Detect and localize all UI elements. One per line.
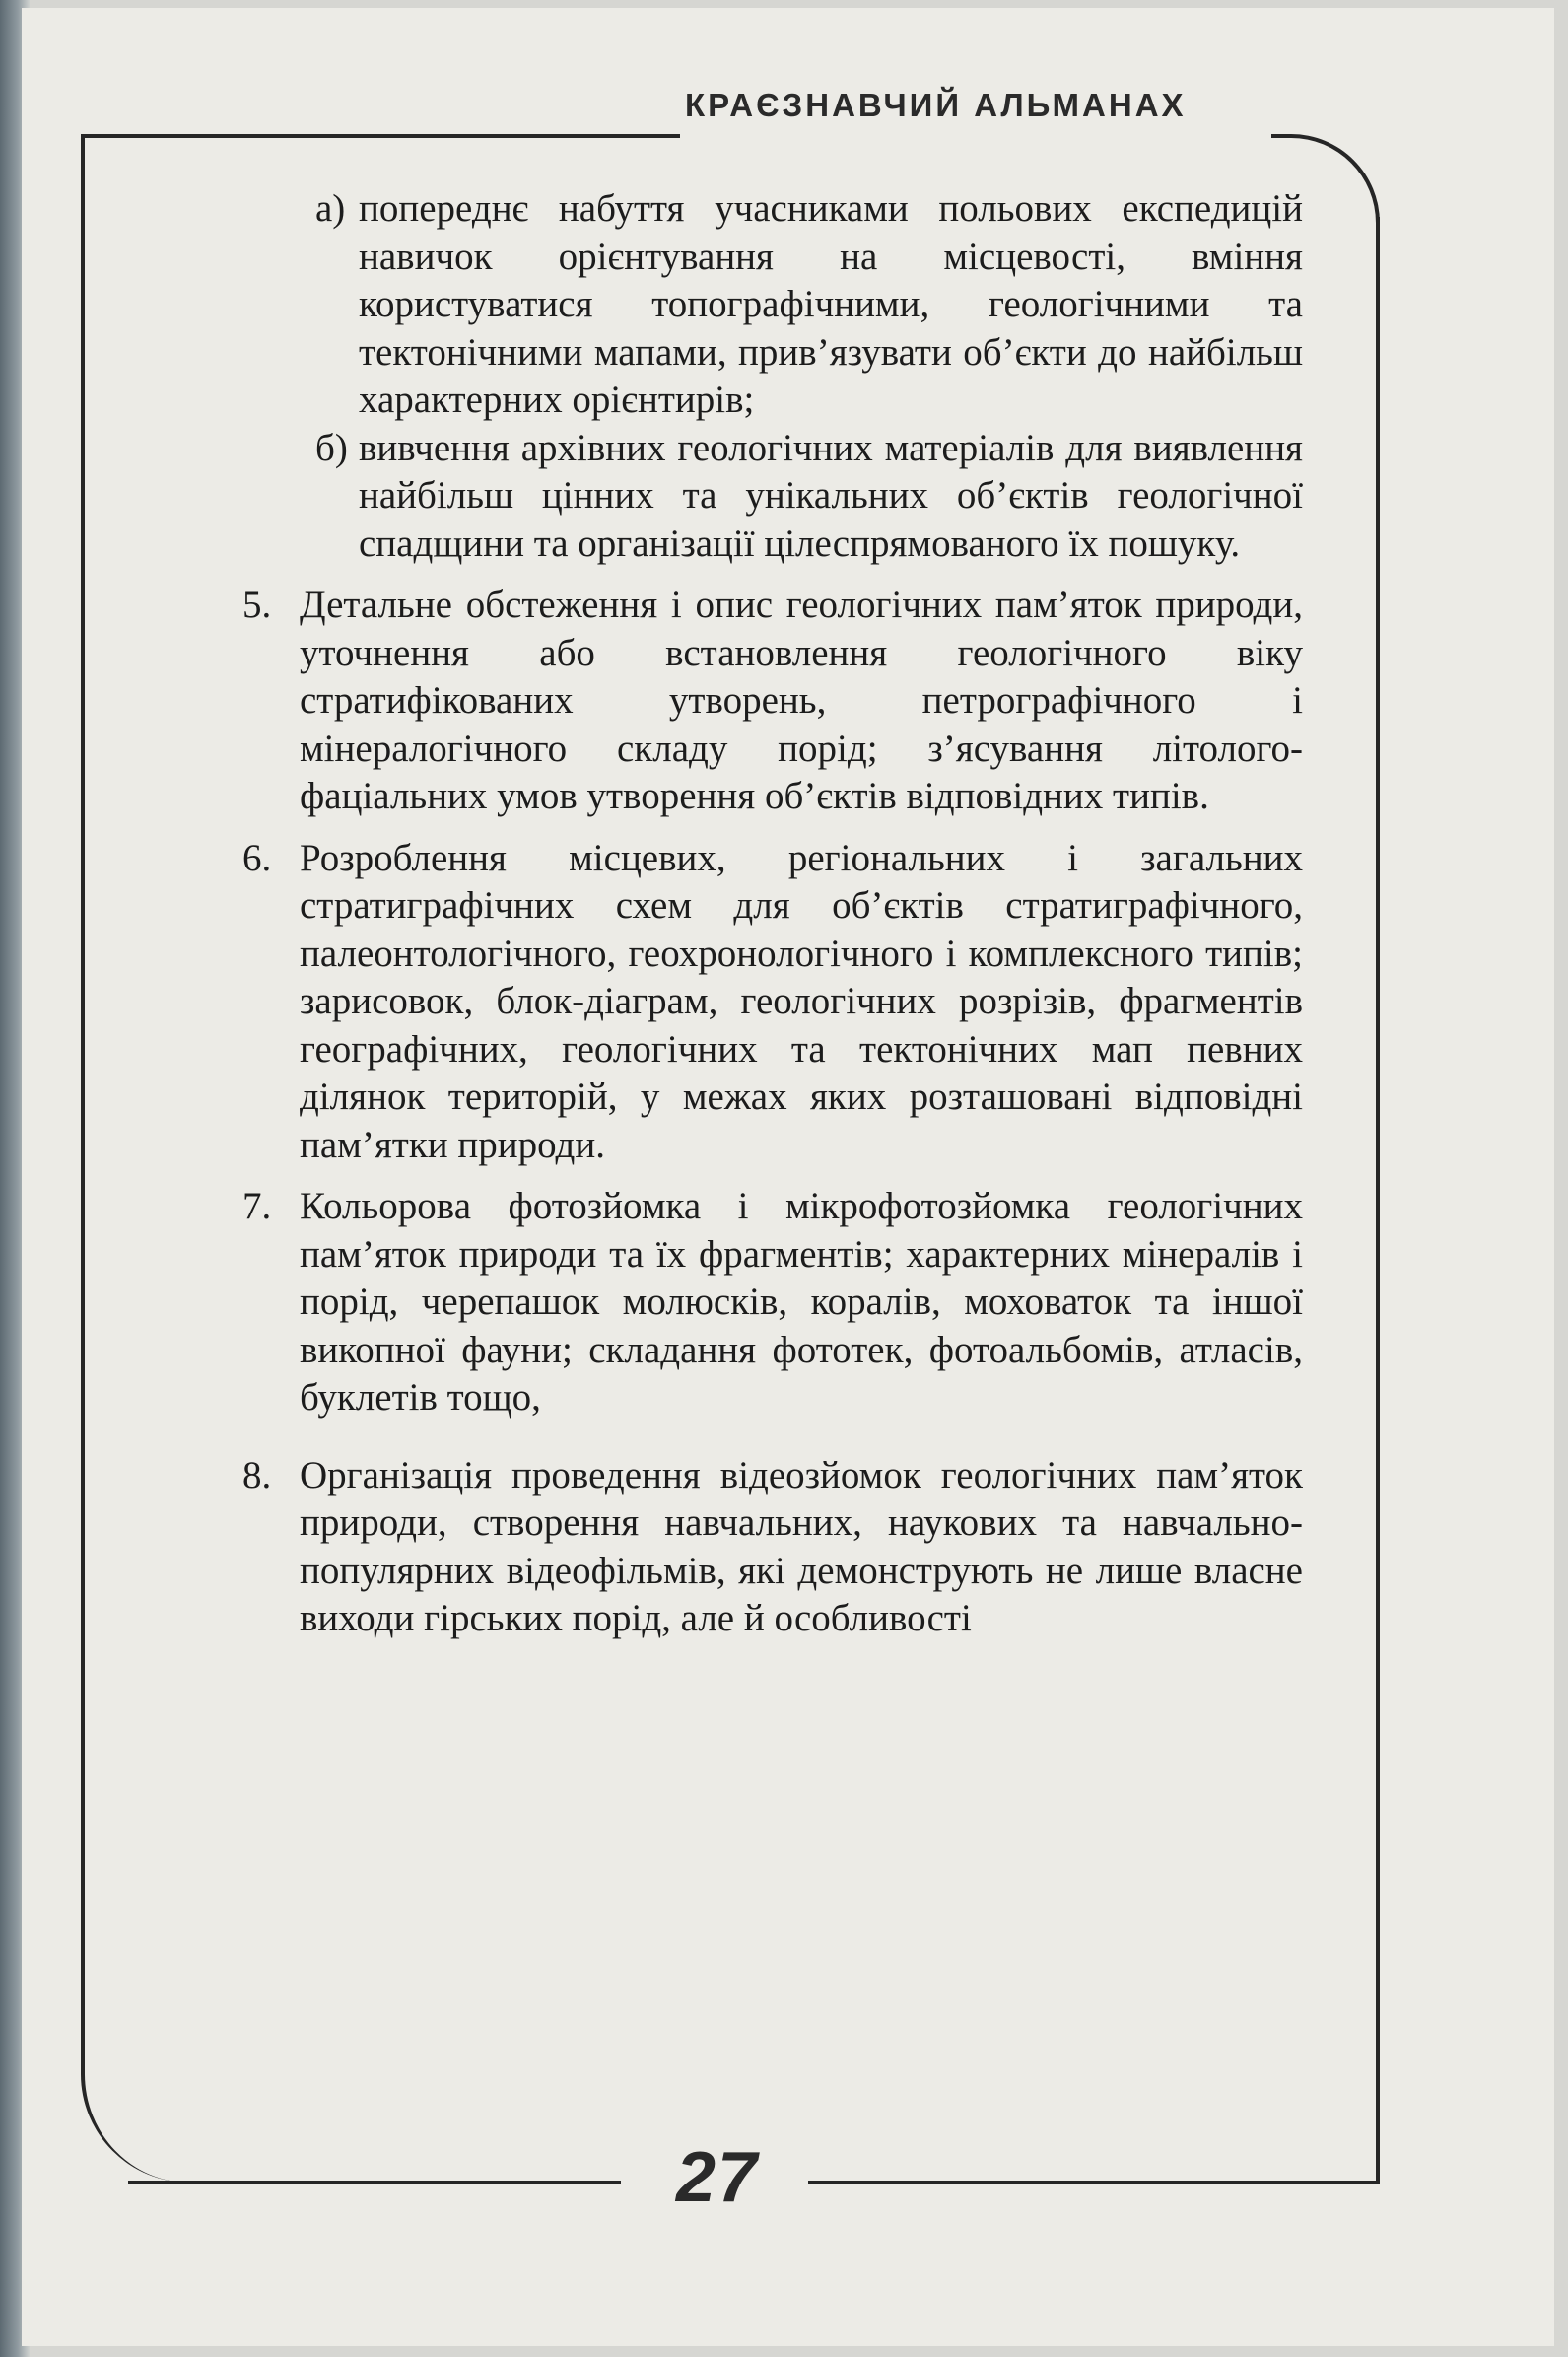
- sub-item-a: [229, 185, 1303, 425]
- sub-item-text: вивчення архівних геологічних матеріалів для виявлення найбільш цінних та унікальних об’єктів геологічної спадщини та організації цілеспрямованого їх пошуку.: [359, 426, 1303, 565]
- frame-header-gap: [680, 126, 1271, 142]
- frame-bottom-rule-right: [808, 2181, 1380, 2184]
- page-number: 27: [675, 2138, 760, 2217]
- list-item-5: [229, 582, 1303, 821]
- list-item-number: 7.: [242, 1185, 272, 1227]
- list-item-7: [229, 1183, 1303, 1422]
- frame-bottom-rule-left: [128, 2181, 621, 2184]
- list-item-text: Кольорова фотозйомка і мікрофотозйомка геологічних пам’яток природи та їх фрагментів; характерних мінералів і порід, черепашок молюсків, коралів, моховаток та іншої викопної фауни; складання фототек, фотоальбомів, атласів, буклетів тощо,: [300, 1185, 1303, 1419]
- sub-item-label: а): [315, 187, 346, 230]
- sub-item-text: попереднє набуття учасниками польових експедицій навичок орієнтування на місцевості, вміння користуватися топографічними, геологічними та тектонічними мапами, прив’язувати об’єкти до найбільш характерних орієнтирів;: [359, 187, 1303, 421]
- frame-right-rule: [1376, 217, 1380, 2184]
- list-item-number: 8.: [242, 1453, 272, 1496]
- page-body: [229, 185, 1303, 1643]
- list-item-text: Детальне обстеження і опис геологічних пам’яток природи, уточнення або встановлення геологічного віку стратифікованих утворень, петрографічного і мінералогічного складу порід; з’ясування літолого-фаціальних умов утворення об’єктів відповідних типів.: [300, 584, 1303, 817]
- list-item-6: [229, 835, 1303, 1170]
- list-item-text: Організація проведення відеозйомок геологічних пам’яток природи, створення навчальних, наукових та навчально-популярних відеофільмів, які демонструють не лише власне виходи гірських порід, але й особливості: [300, 1453, 1303, 1639]
- running-header: КРАЄЗНАВЧИЙ АЛЬМАНАХ: [685, 87, 1187, 123]
- list-item-number: 5.: [242, 584, 272, 626]
- sub-item-label: б): [315, 426, 348, 469]
- list-item-number: 6.: [242, 836, 272, 879]
- sub-item-b: [229, 425, 1303, 569]
- list-item-8: [229, 1452, 1303, 1643]
- list-item-text: Розроблення місцевих, регіональних і загальних стратиграфічних схем для об’єктів стратиграфічного, палеонтологічного, геохронологічного і комплексного типів; зарисовок, блок-діаграм, геологічних розрізів, фрагментів географічних, геологічних та тектонічних мап певних ділянок територій, у межах яких розташовані відповідні пам’ятки природи.: [300, 836, 1303, 1166]
